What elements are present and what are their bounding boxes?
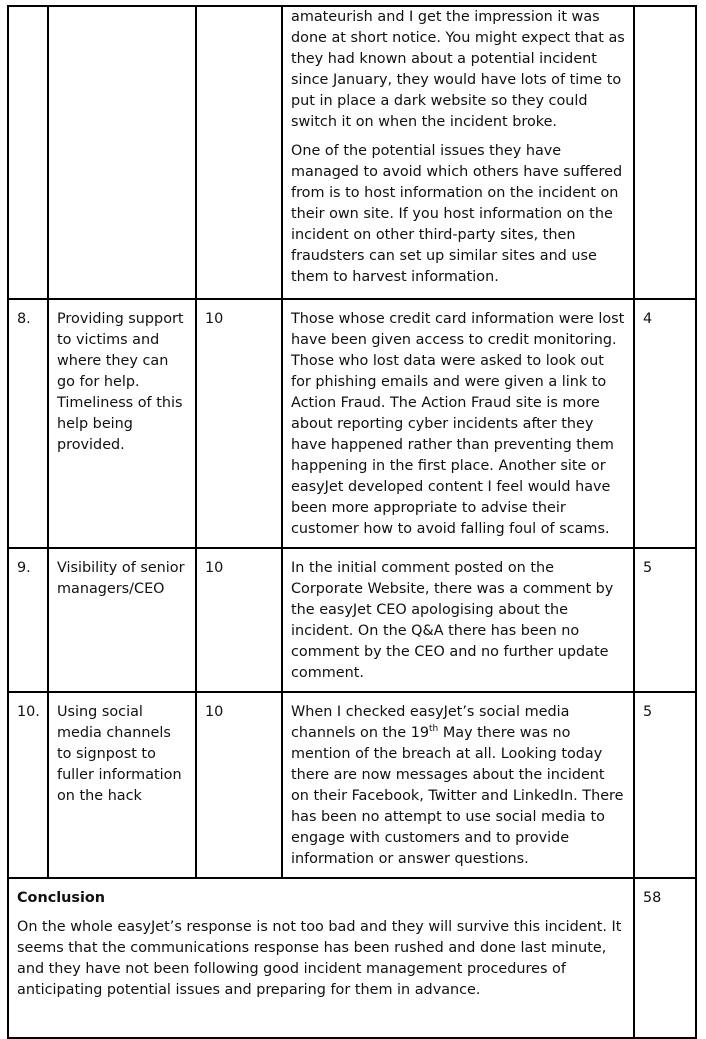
table-row [8, 548, 696, 692]
criterion-cell: Using social media channels to signpost to fuller information on the hack [48, 692, 196, 878]
score-cell [634, 6, 696, 299]
comment-paragraph: One of the potential issues they have managed to avoid which others have suffered from is to host information on the incident on their own site. If you host information on the incident on other third-party sites, then fraudsters can set up similar sites and use them to harvest information. [291, 143, 623, 285]
table-row [8, 692, 696, 878]
max-score-cell [196, 6, 282, 299]
criterion-cell: Providing support to victims and where they can go for help. Timeliness of this help being provided. [48, 299, 196, 548]
conclusion-title: Conclusion [17, 890, 106, 906]
comment-paragraph: In the initial comment posted on the Corporate Website, there was a comment by the easyJet CEO apologising about the incident. On the Q&A there has been no comment by the CEO and no further update comment. [291, 560, 614, 681]
score-cell: 5 [634, 548, 696, 692]
table-row [8, 6, 696, 299]
comment-text: When I checked easyJet’s social media channels on the 19 [291, 704, 570, 741]
total-score-cell: 58 [634, 878, 696, 1038]
comment-cell [282, 6, 634, 299]
comment-paragraph: Those whose credit card information were lost have been given access to credit monitoring. Those who lost data were asked to look out for phishing emails and were given a link to Action Fraud. The Action Fraud site is more about reporting cyber incidents after they have happened rather than preventing them happening in the first place. Another site or easyJet developed content I feel would have been more appropriate to advise their customer how to avoid falling foul of scams. [291, 311, 625, 537]
score-cell: 5 [634, 692, 696, 878]
comment-cell [282, 299, 634, 548]
score-cell: 4 [634, 299, 696, 548]
comment-cell [282, 692, 634, 878]
conclusion-text: On the whole easyJet’s response is not too bad and they will survive this incident. It seems that the communications response has been rushed and done last minute, and they have not been following good incident management procedures of anticipating potential issues and preparing for them in advance. [17, 919, 622, 998]
comment-text: May there was no mention of the breach at all. Looking today there are now messages about the incident on their Facebook, Twitter and LinkedIn. There has been no attempt to use social media to engage with customers and to provide information or answer questions. [291, 725, 624, 867]
criterion-cell: Visibility of senior managers/CEO [48, 548, 196, 692]
comment-paragraph [291, 702, 625, 870]
max-score-cell: 10 [196, 548, 282, 692]
evaluation-table [7, 5, 697, 1039]
criterion-cell [48, 6, 196, 299]
comment-paragraph: amateurish and I get the impression it was done at short notice. You might expect that as they had known about a potential incident since January, they would have lots of time to put in place a dark website so they could switch it on when the incident broke. [291, 9, 625, 130]
comment-cell [282, 548, 634, 692]
max-score-cell: 10 [196, 299, 282, 548]
conclusion-cell [8, 878, 634, 1038]
table-row [8, 299, 696, 548]
row-number: 9. [8, 548, 48, 692]
row-number [8, 6, 48, 299]
row-number: 8. [8, 299, 48, 548]
conclusion-row [8, 878, 696, 1038]
row-number: 10. [8, 692, 48, 878]
ordinal-suffix: th [429, 724, 439, 735]
max-score-cell: 10 [196, 692, 282, 878]
